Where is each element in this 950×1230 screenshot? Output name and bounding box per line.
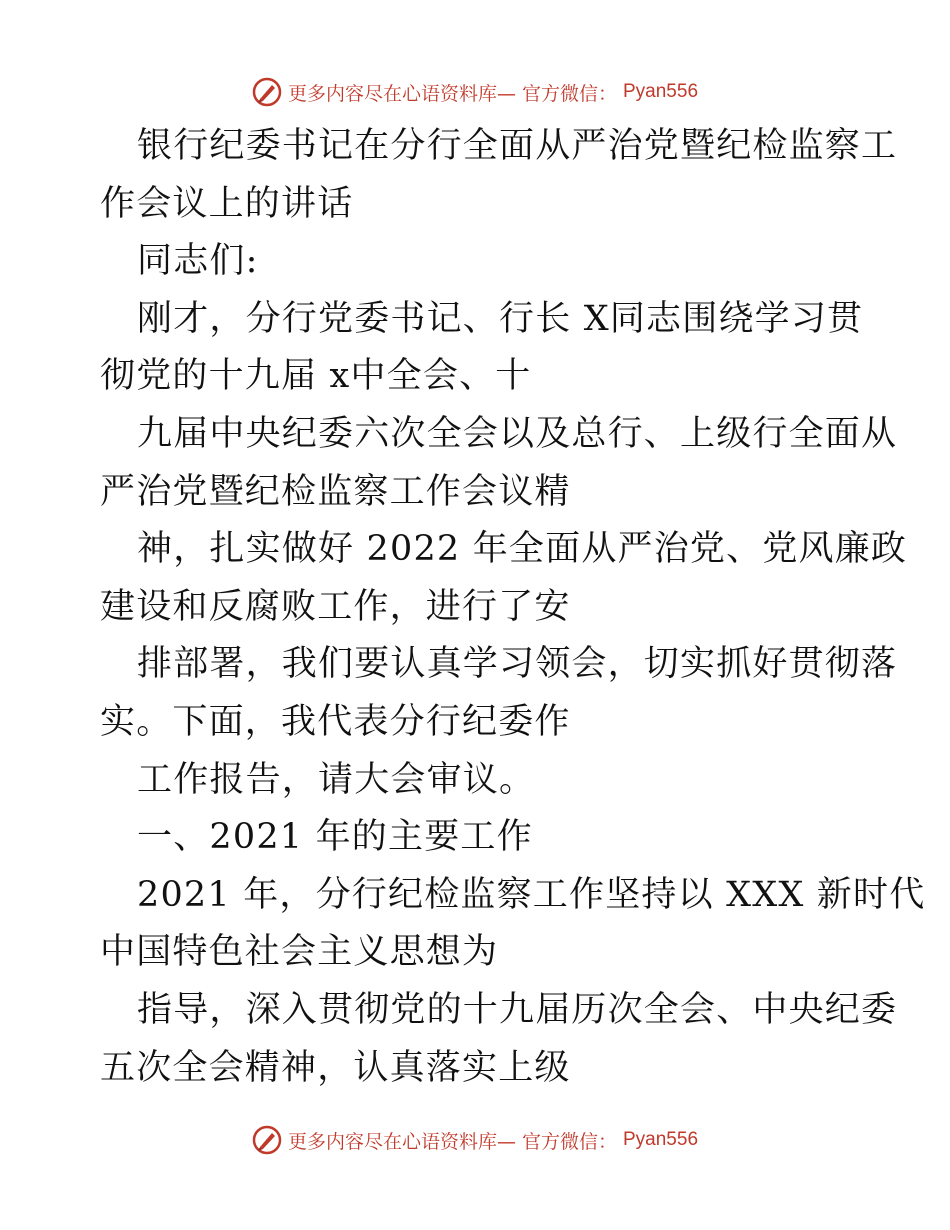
paragraph-line: 指导，深入贯彻党的十九届历次全会、中央纪委: [137, 989, 898, 1030]
paragraph-line: 严治党暨纪检监察工作会议精: [100, 471, 571, 512]
paragraph-line: 五次全会精神，认真落实上级: [100, 1047, 571, 1088]
salutation: 同志们:: [137, 241, 259, 282]
paragraph-line: 工作报告，请大会审议。: [137, 759, 536, 800]
banner-text: 更多内容尽在心语资料库—: [287, 1130, 516, 1153]
title-line-2: 作会议上的讲话: [100, 183, 354, 224]
paragraph-line: 九届中央纪委六次全会以及总行、上级行全面从: [137, 413, 898, 454]
header-banner: [0, 72, 950, 112]
banner-wechat-id: Pyan556: [623, 81, 699, 102]
document-body: [100, 118, 926, 1097]
banner-wechat-label: 官方微信：: [521, 1130, 617, 1153]
paragraph-line: 神，扎实做好 2022 年全面从严治党、党风廉政: [137, 529, 908, 570]
paragraph-line: 2021 年，分行纪检监察工作坚持以 XXX 新时代: [137, 874, 926, 915]
pen-logo-icon: [252, 77, 282, 107]
paragraph-line: 中国特色社会主义思想为: [100, 932, 499, 973]
banner-text: 更多内容尽在心语资料库—: [287, 82, 516, 105]
banner-wechat-label: 官方微信：: [521, 82, 617, 105]
footer-banner: [0, 1120, 950, 1160]
paragraph-line: 刚才，分行党委书记、行长 X同志围绕学习贯: [137, 298, 864, 339]
pen-logo-icon: [252, 1125, 282, 1155]
title-line-1: 银行纪委书记在分行全面从严治党暨纪检监察工: [137, 126, 898, 166]
paragraph-line: 排部署，我们要认真学习领会，切实抓好贯彻落: [137, 644, 898, 685]
paragraph-line: 彻党的十九届 x中全会、十: [100, 356, 532, 397]
paragraph-line: 实。下面，我代表分行纪委作: [100, 701, 571, 742]
banner-wechat-id: Pyan556: [623, 1129, 699, 1150]
section-heading: 一、2021 年的主要工作: [137, 817, 533, 858]
paragraph-line: 建设和反腐败工作，进行了安: [100, 586, 571, 627]
